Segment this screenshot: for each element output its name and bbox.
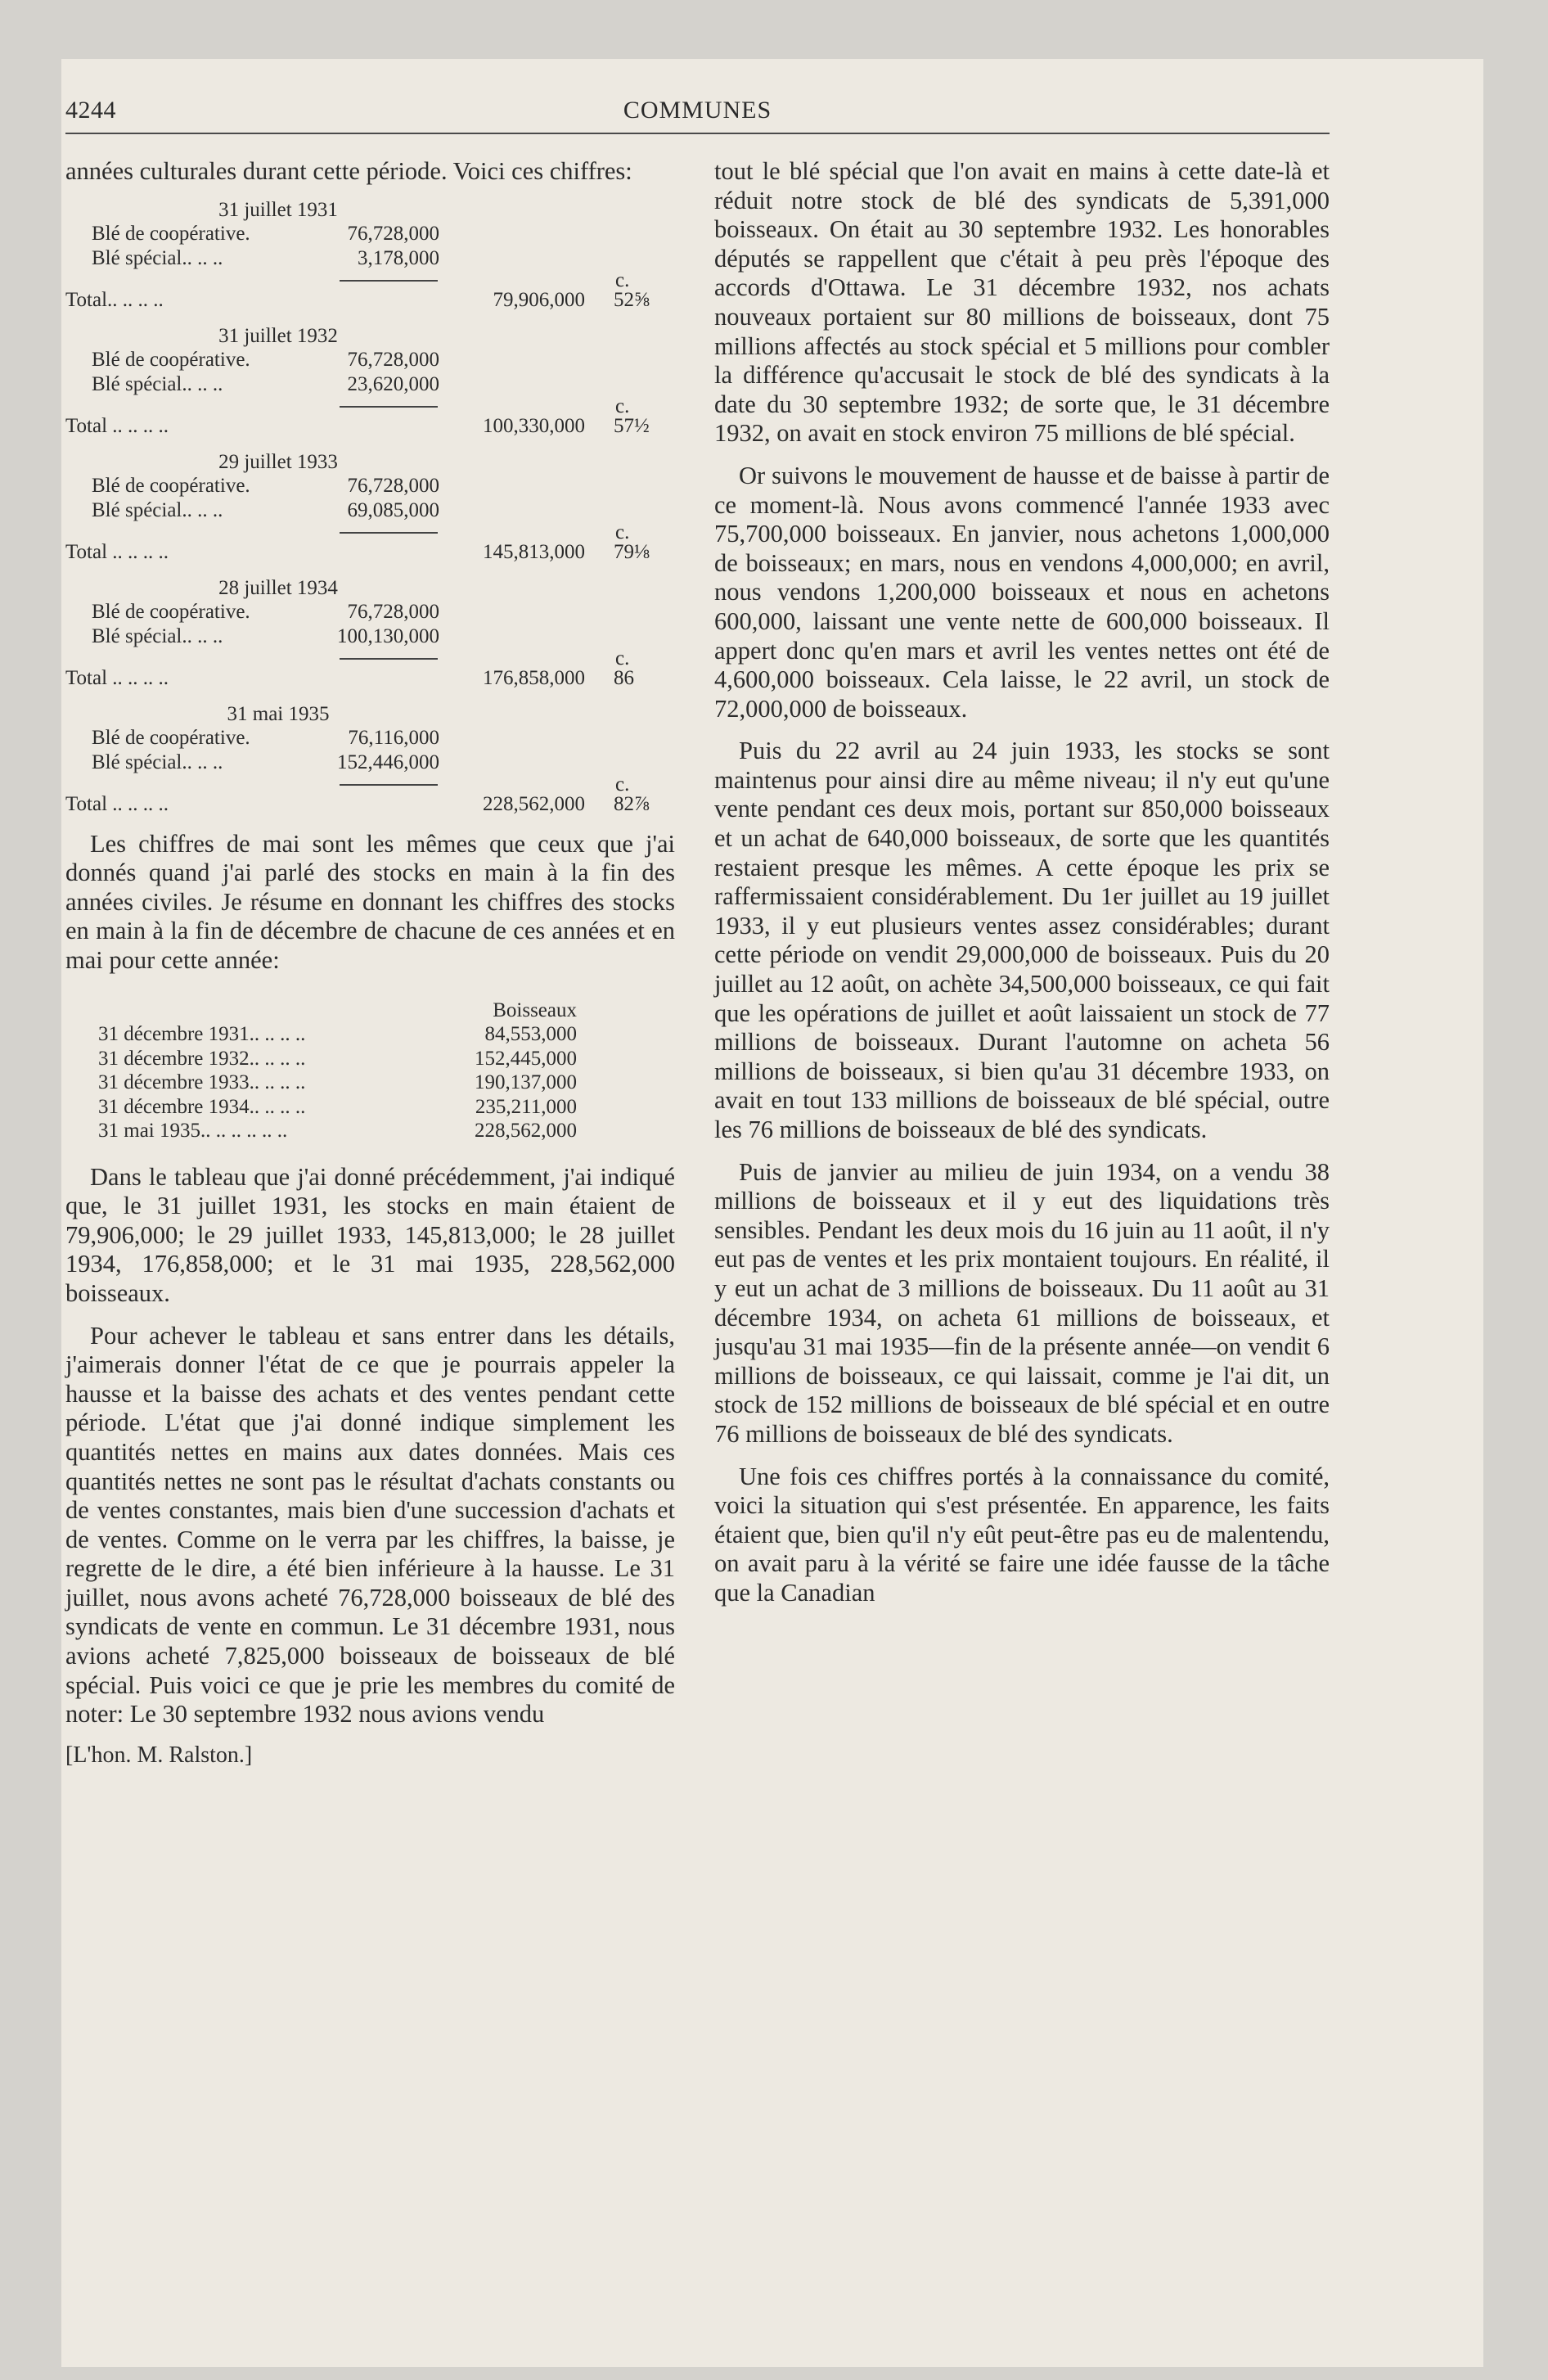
table-total-row <box>65 540 675 565</box>
row-label: Blé de coopérative. <box>92 601 250 624</box>
total-label: Total .. .. .. .. <box>65 415 169 438</box>
row-label: Blé de coopérative. <box>92 727 250 750</box>
row-label: Blé de coopérative. <box>92 349 250 372</box>
cents-unit: c. <box>615 773 630 796</box>
table-row <box>65 1047 675 1071</box>
table-date: 31 juillet 1932 <box>218 324 338 347</box>
total-value: 100,330,000 <box>483 415 585 438</box>
paragraph: Dans le tableau que j'ai donné précédemment, j'ai indiqué que, le 31 juillet 1931, les stocks en main étaient de 79,906,000; le 29 juillet 1933, 145,813,000; le 28 juillet 1934, 176,858,000; et le 31 mai 1935, 228,562,000 boisseaux. <box>65 1162 675 1307</box>
table-row <box>65 624 675 649</box>
price-cents: 82⅞ <box>614 793 650 816</box>
paragraph: Or suivons le mouvement de hausse et de baisse à partir de ce moment-là. Nous avons commencé l'année 1933 avec 75,700,000 boisseaux. En janvier, nous achetons 1,000,000 de boisseaux; en mars, nous en vendons 4,000,000; en avril, nous vendons 1,200,000 boisseaux et nous en achetons 600,000, laissant une vente nette de 600,000 boisseaux. Il appert donc qu'en mars et avril les ventes nettes ont été de 4,600,000 boisseaux. Cela laisse, le 22 avril, un stock de 72,000,000 de boisseaux. <box>714 461 1330 723</box>
row-label: Blé spécial.. .. .. <box>92 498 223 521</box>
row-value: 76,728,000 <box>347 223 439 246</box>
sum-line <box>65 269 675 292</box>
left-column <box>65 157 675 1769</box>
cents-unit: c. <box>615 647 630 670</box>
row-value: 152,446,000 <box>337 751 439 773</box>
sum-line <box>65 521 675 544</box>
table-date: 31 mai 1935 <box>227 702 330 725</box>
paragraph: Puis de janvier au milieu de juin 1934, on a vendu 38 millions de boisseaux et il y eut des liquidations très sensibles. Pendant les deux mois du 16 juin au 11 août, il n'y eut pas de ventes et les prix montaient toujours. En réalité, il y eut un achat de 3 millions de boisseaux. Du 11 août au 31 décembre 1934, on acheta 61 millions de boisseaux, et jusqu'au 31 mai 1935—fin de la présente année—on vendit 6 millions de boisseaux, ce qui laissait, comme je l'ai dit, un stock de 152 millions de boisseaux de blé spécial et en outre 76 millions de boisseaux de blé des syndicats. <box>714 1157 1330 1448</box>
total-value: 228,562,000 <box>483 793 585 816</box>
table-row <box>65 1071 675 1095</box>
row-value: 190,137,000 <box>475 1071 577 1094</box>
row-value: 228,562,000 <box>475 1120 577 1143</box>
table-date: 28 juillet 1934 <box>218 576 338 599</box>
price-cents: 52⅝ <box>614 289 650 312</box>
row-value: 23,620,000 <box>347 372 439 395</box>
intro-paragraph: années culturales durant cette période. Voici ces chiffres: <box>65 157 632 185</box>
table-row <box>65 498 675 523</box>
cents-unit: c. <box>615 395 630 418</box>
row-value: 152,445,000 <box>475 1047 577 1070</box>
total-label: Total .. .. .. .. <box>65 541 169 564</box>
row-label: Blé spécial.. .. .. <box>92 246 223 269</box>
paragraph: Une fois ces chiffres portés à la connaissance du comité, voici la situation qui s'est présentée. En apparence, les faits étaient que, bien qu'il n'y eût peut-être pas eu de malentendu, on avait paru à la vérité se faire une idée fausse de la tâche que la Canadian <box>714 1462 1330 1607</box>
table-row <box>65 222 675 246</box>
page-title: COMMUNES <box>623 97 772 124</box>
row-value: 69,085,000 <box>347 498 439 521</box>
row-label: 31 décembre 1934.. .. .. .. <box>98 1095 306 1118</box>
table-row <box>65 600 675 624</box>
row-label: Blé spécial.. .. .. <box>92 751 223 773</box>
row-value: 3,178,000 <box>358 246 439 269</box>
row-label: Blé spécial.. .. .. <box>92 372 223 395</box>
total-value: 79,906,000 <box>493 289 585 312</box>
paragraph: Puis du 22 avril au 24 juin 1933, les stocks se sont maintenus pour ainsi dire au même niveau; il n'y eut qu'une vente pendant ces deux mois, portant sur 850,000 boisseaux et un achat de 640,000 boisseaux, de sorte que les quantités restaient presque les mêmes. A cette époque les prix se raffermissaient considérablement. Du 1er juillet au 19 juillet 1933, il y eut plusieurs ventes assez considérables; durant cette période on vendit 29,000,000 de boisseaux. Puis du 20 juillet au 12 août, on achète 34,500,000 boisseaux, ce qui fait que les opérations de juillet et août laissaient un stock de 77 millions de boisseaux. Durant l'automne on acheta 56 millions de boisseaux, si bien qu'au 31 décembre 1933, on avait en tout 133 millions de boisseaux de blé spécial, outre les 76 millions de boisseaux de blé des syndicats. <box>714 737 1330 1143</box>
row-label: Blé de coopérative. <box>92 223 250 246</box>
total-label: Total .. .. .. .. <box>65 793 169 816</box>
table-total-row <box>65 414 675 439</box>
stocks-header <box>65 998 675 1023</box>
row-label: Blé spécial.. .. .. <box>92 624 223 647</box>
sum-line <box>65 647 675 670</box>
total-label: Total.. .. .. .. <box>65 289 164 312</box>
right-column <box>714 157 1330 1608</box>
row-value: 76,728,000 <box>347 349 439 372</box>
table-total-row <box>65 288 675 313</box>
price-cents: 79⅛ <box>614 541 650 564</box>
stocks-header-label: Boisseaux <box>493 998 577 1021</box>
table-row <box>65 1119 675 1143</box>
paragraph: Les chiffres de mai sont les mêmes que ceux que j'ai donnés quand j'ai parlé des stocks en main à la fin des années civiles. Je résume en donnant les chiffres des stocks en main à la fin de décembre de chacune de ces années et en mai pour cette année: <box>65 829 675 974</box>
row-label: 31 décembre 1933.. .. .. .. <box>98 1071 306 1094</box>
page-number: 4244 <box>65 97 116 124</box>
row-label: Blé de coopérative. <box>92 475 250 498</box>
row-label: 31 décembre 1931.. .. .. .. <box>98 1023 306 1046</box>
table-row <box>65 726 675 751</box>
table-date: 29 juillet 1933 <box>218 450 338 473</box>
header-rule <box>65 133 1330 134</box>
row-value: 76,728,000 <box>347 475 439 498</box>
price-cents: 57½ <box>614 415 650 438</box>
table-row <box>65 246 675 271</box>
total-label: Total .. .. .. .. <box>65 667 169 690</box>
table-row <box>65 1022 675 1047</box>
sum-line <box>65 395 675 418</box>
sum-line <box>65 773 675 796</box>
row-value: 100,130,000 <box>337 624 439 647</box>
cents-unit: c. <box>615 269 630 292</box>
row-value: 76,728,000 <box>347 601 439 624</box>
price-cents: 86 <box>614 667 634 690</box>
wheat-stocks-table <box>65 198 675 817</box>
table-total-row <box>65 792 675 817</box>
row-label: 31 décembre 1932.. .. .. .. <box>98 1047 306 1070</box>
table-row <box>65 348 675 372</box>
table-total-row <box>65 666 675 691</box>
table-date: 31 juillet 1931 <box>218 198 338 221</box>
total-value: 176,858,000 <box>483 667 585 690</box>
row-value: 235,211,000 <box>475 1095 577 1118</box>
row-label: 31 mai 1935.. .. .. .. .. .. <box>98 1120 288 1143</box>
table-row <box>65 474 675 498</box>
total-value: 145,813,000 <box>483 541 585 564</box>
cents-unit: c. <box>615 521 630 544</box>
page-header <box>65 97 1330 129</box>
row-value: 84,553,000 <box>484 1023 577 1046</box>
paragraph: tout le blé spécial que l'on avait en mains à cette date-là et réduit notre stock de blé des syndicats de 5,391,000 boisseaux. On était au 30 septembre 1932. Les honorables députés se rappellent que c'était à peu près l'époque des accords d'Ottawa. Le 31 décembre 1932, nos achats nouveaux portaient sur 80 millions de boisseaux, dont 75 millions affectés au stock spécial et 5 millions pour combler la différence qu'accusait le stock de blé des syndicats à la date du 30 septembre 1932; de sorte que, le 31 décembre 1932, on avait en stock environ 75 millions de blé spécial. <box>714 157 1330 448</box>
speaker-attribution: [L'hon. M. Ralston.] <box>65 1742 253 1768</box>
paragraph: Pour achever le tableau et sans entrer dans les détails, j'aimerais donner l'état de ce que je pourrais appeler la hausse et la baisse des achats et des ventes pendant cette période. L'état que j'ai donné indique simplement les quantités nettes en mains aux dates données. Mais ces quantités nettes ne sont pas le résultat d'achats constants ou de ventes constantes, mais bien d'une succession d'achats et de ventes. Comme on le verra par les chiffres, la baisse, je regrette de le dire, a été bien inférieure à la hausse. Le 31 juillet, nous avons acheté 76,728,000 boisseaux de blé des syndicats de vente en commun. Le 31 décembre 1931, nous avions acheté 7,825,000 boisseaux de boisseaux de blé spécial. Puis voici ce que je prie les membres du comité de noter: Le 30 septembre 1932 nous avions vendu <box>65 1321 675 1729</box>
table-row <box>65 1095 675 1120</box>
table-row <box>65 751 675 775</box>
year-end-stocks-table <box>65 998 675 1143</box>
table-row <box>65 372 675 397</box>
row-value: 76,116,000 <box>348 727 439 750</box>
